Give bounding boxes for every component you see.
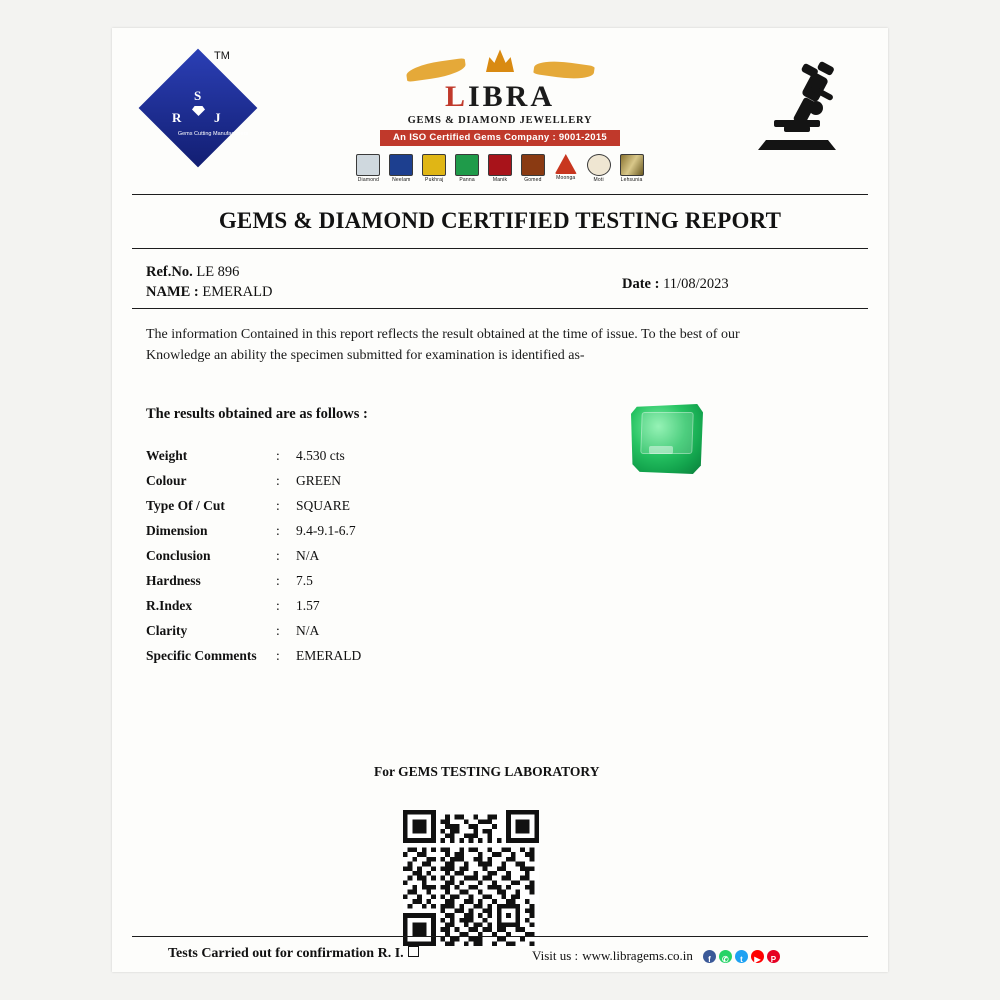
footer-website xyxy=(532,948,780,964)
result-value: 4.530 cts xyxy=(296,448,345,463)
gem-swatch-item xyxy=(352,154,385,186)
gem-swatch-color xyxy=(356,154,380,176)
result-label: Conclusion xyxy=(146,548,211,563)
certificate-header xyxy=(112,28,888,194)
gem-swatch-item xyxy=(582,154,615,186)
trademark-label: TM xyxy=(214,50,230,62)
gem-swatch-label: Diamond xyxy=(357,177,380,183)
gem-icon xyxy=(192,106,205,116)
results-heading: The results obtained are as follows : xyxy=(146,406,368,422)
logo-subtext: Gems Cutting Manufacturers xyxy=(177,131,249,137)
footer-confirmation-text xyxy=(168,946,419,962)
footer-divider xyxy=(132,936,868,937)
gem-swatch-color xyxy=(587,154,611,176)
srj-diamond-logo xyxy=(142,50,262,170)
result-value: 9.4-9.1-6.7 xyxy=(296,523,356,538)
issue-date-label: Date : xyxy=(622,276,660,292)
gem-swatch-label: Manik xyxy=(492,177,508,183)
result-separator: : xyxy=(276,448,280,463)
result-value: SQUARE xyxy=(296,498,351,513)
result-label: Specific Comments xyxy=(146,648,257,663)
result-separator: : xyxy=(276,523,280,538)
results-table xyxy=(146,448,506,673)
table-row xyxy=(146,473,506,498)
gem-swatch-color xyxy=(620,154,644,176)
result-value: EMERALD xyxy=(296,648,362,663)
table-row xyxy=(146,648,506,673)
gem-swatch-item xyxy=(549,154,582,186)
table-row xyxy=(146,573,506,598)
specimen-name-row xyxy=(146,284,272,301)
table-row xyxy=(146,623,506,648)
result-label: Type Of / Cut xyxy=(146,498,225,513)
gem-swatch-item xyxy=(615,154,648,186)
table-row xyxy=(146,498,506,523)
gem-swatch-color xyxy=(521,154,545,176)
gem-swatch-item xyxy=(484,154,517,186)
brand-name-rest: IBRA xyxy=(468,80,556,113)
table-row xyxy=(146,523,506,548)
pinterest-icon[interactable]: P xyxy=(767,950,780,963)
iso-certification-band: An ISO Certified Gems Company : 9001-2015 xyxy=(380,130,620,146)
lab-signature-line: For GEMS TESTING LABORATORY xyxy=(374,764,600,779)
twitter-icon[interactable]: t xyxy=(735,950,748,963)
gem-swatch-label: Panna xyxy=(459,177,475,183)
facebook-icon[interactable]: f xyxy=(703,950,716,963)
gem-swatch-label: Lehsunia xyxy=(620,177,643,183)
result-value: 7.5 xyxy=(296,573,313,588)
gem-swatch-item xyxy=(451,154,484,186)
gem-swatch-item xyxy=(418,154,451,186)
reference-number-label: Ref.No. xyxy=(146,264,193,280)
result-label: Weight xyxy=(146,448,188,463)
specimen-photo xyxy=(627,400,707,478)
checkbox-icon[interactable] xyxy=(408,946,419,957)
reference-divider xyxy=(132,308,868,309)
page-title: GEMS & DIAMOND CERTIFIED TESTING REPORT xyxy=(218,208,782,233)
result-label: Hardness xyxy=(146,573,201,588)
microscope-icon xyxy=(744,54,854,164)
result-label: Clarity xyxy=(146,623,188,638)
gem-swatch-label: Moonga xyxy=(556,175,576,181)
youtube-icon[interactable]: ▶ xyxy=(751,950,764,963)
result-separator: : xyxy=(276,623,280,638)
disclaimer-text: The information Contained in this report reflects the result obtained at the time of issue. To the best of our Knowledge an ability the specimen submitted for examination is identified as- xyxy=(146,327,740,363)
stone-highlight xyxy=(649,446,673,454)
certificate-sheet xyxy=(112,28,888,972)
result-label: R.Index xyxy=(146,598,193,613)
gem-swatch-color xyxy=(455,154,479,176)
reference-number-row xyxy=(146,264,239,281)
logo-letter-j: J xyxy=(214,110,221,125)
result-separator: : xyxy=(276,598,280,613)
table-row xyxy=(146,598,506,623)
gem-swatch-strip xyxy=(352,154,648,186)
title-divider xyxy=(132,248,868,249)
result-label: Dimension xyxy=(146,523,208,538)
header-divider xyxy=(132,194,868,195)
gem-swatch-color xyxy=(555,154,577,174)
crown-logo-icon xyxy=(380,46,620,82)
result-value: N/A xyxy=(296,623,320,638)
result-separator: : xyxy=(276,498,280,513)
qr-code[interactable] xyxy=(400,810,542,946)
gem-swatch-color xyxy=(422,154,446,176)
gem-swatch-item xyxy=(516,154,549,186)
visit-us-label: Visit us : xyxy=(532,948,579,963)
gem-swatch-color xyxy=(488,154,512,176)
result-separator: : xyxy=(276,573,280,588)
result-separator: : xyxy=(276,648,280,663)
social-icons xyxy=(703,950,780,963)
gem-swatch-label: Gomed xyxy=(524,177,542,183)
table-row xyxy=(146,548,506,573)
result-value: N/A xyxy=(296,548,320,563)
gem-swatch-label: Pukhraj xyxy=(425,177,444,183)
brand-name-initial: L xyxy=(444,80,468,113)
table-row xyxy=(146,448,506,473)
result-value: 1.57 xyxy=(296,598,320,613)
whatsapp-icon[interactable]: ✆ xyxy=(719,950,732,963)
issue-date-value: 11/08/2023 xyxy=(663,276,729,292)
gem-swatch-item xyxy=(385,154,418,186)
brand-block xyxy=(380,46,620,146)
brand-subtitle: GEMS & DIAMOND JEWELLERY xyxy=(407,115,593,126)
result-label: Colour xyxy=(146,473,187,488)
reference-number-value: LE 896 xyxy=(196,264,240,280)
gem-swatch-color xyxy=(389,154,413,176)
brand-name xyxy=(380,82,620,112)
logo-letter-s: S xyxy=(194,88,202,103)
diamond-logo-contents xyxy=(156,66,249,150)
gem-swatch-label: Neelam xyxy=(392,177,411,183)
issue-date-row xyxy=(622,276,729,293)
specimen-name-label: NAME : xyxy=(146,284,199,300)
logo-letter-r: R xyxy=(172,110,182,125)
result-separator: : xyxy=(276,548,280,563)
result-separator: : xyxy=(276,473,280,488)
gem-swatch-label: Moti xyxy=(593,177,604,183)
result-value: GREEN xyxy=(296,473,341,488)
specimen-name-value: EMERALD xyxy=(202,284,273,300)
footer-confirmation-label: Tests Carried out for confirmation R. I. xyxy=(168,946,404,961)
website-url[interactable]: www.libragems.co.in xyxy=(582,948,693,963)
